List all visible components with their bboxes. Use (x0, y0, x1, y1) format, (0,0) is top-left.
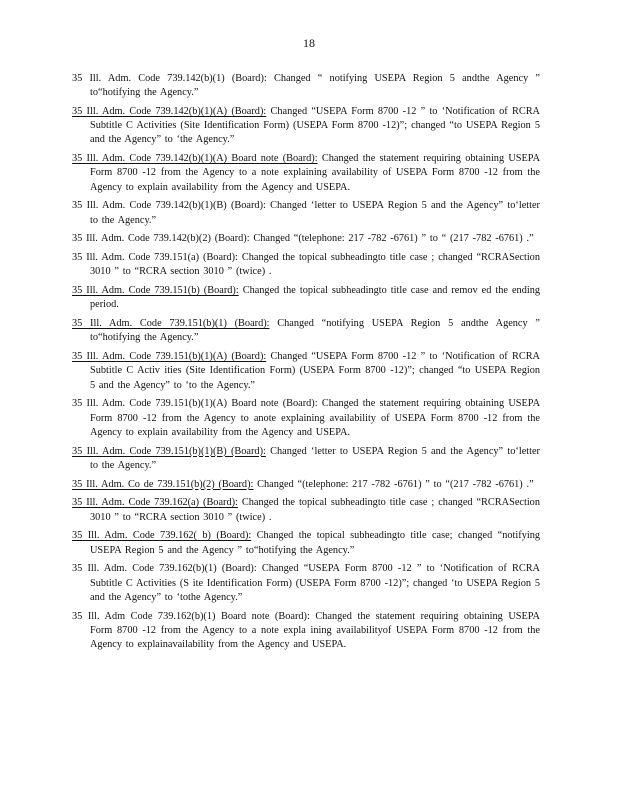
amendment-entry (72, 317, 540, 345)
code-citation: 35 Ill. Adm. Co de 739.151(b)(2) (Board): (72, 478, 254, 490)
change-description: Changed “(telephone: 217 -782 -6761) ” to “(217 -782 -6761) .” (253, 478, 534, 490)
code-citation: 35 Ill. Adm. Code 739.142(b)(1)(A) (Board): (72, 106, 267, 117)
change-description: Changed “notifying USEPA Region 5 andthe Agency ” to“hotifying the Agency.” (90, 318, 540, 344)
code-citation: 35 Ill. Adm. Code 739.151(b)(1)(A) Board note (Board): (72, 398, 318, 410)
amendment-entry (72, 562, 540, 605)
amendment-entry (72, 445, 540, 473)
change-description: Changed ‘letter to USEPA Region 5 and the Agency” to‘letter to the Agency.” (90, 200, 540, 226)
amendment-entry (72, 496, 540, 524)
code-citation: 35 Ill. Adm. Code 739.142(b)(2) (Board): (72, 233, 250, 245)
code-citation: 35 Ill. Adm Code 739.162(b)(1) Board note (Board): (72, 610, 310, 622)
change-description: Changed “USEPA Form 8700 -12 ” to ‘Notification of RCRA Subtitle C Activ ities (Site Identification Form) (USEPA Form 8700 -12)”; changed “to USEPA Region 5 and the Agency” to ‘to the Agency.” (90, 351, 540, 391)
change-description: Changed ‘letter to USEPA Region 5 and the Agency” to‘letter to the Agency.” (90, 445, 540, 471)
code-citation: 35 Ill. Adm. Code 739.151(b)(1) (Board): (72, 318, 270, 330)
page-number: 18 (303, 36, 315, 50)
amendment-entry (72, 529, 540, 557)
amendment-entry (72, 105, 540, 148)
amendment-entry (72, 350, 540, 393)
amendment-entry (72, 199, 540, 227)
code-citation: 35 Ill. Adm. Code 739.151(b)(1)(A) (Board): (72, 351, 267, 363)
amendment-entry (72, 232, 540, 246)
code-citation: 35 Ill. Adm. Code 739.151(a) (Board): (72, 252, 238, 264)
amendment-entry (72, 284, 540, 312)
change-description: Changed “ notifying USEPA Region 5 andthe Agency ” to“hotifying the Agency.” (90, 73, 540, 99)
change-description: Changed the statement requiring obtaining USEPA Form 8700 -12 from the Agency to a note expla ining availabilityof USEPA Form 8700 -12 from the Agency to explainavailability from the Agency and USEPA. (90, 610, 540, 651)
change-description: Changed the topical subheadingto title case ; changed “RCRASection 3010 ” to “RCRA section 3010 ” (twice) . (90, 497, 540, 523)
amendment-entry (72, 152, 540, 195)
amendment-list (72, 72, 540, 657)
code-citation: 35 Ill. Adm. Code 739.151(b) (Board): (72, 285, 239, 297)
change-description: Changed “USEPA Form 8700 -12 ” to ‘Notification of RCRA Subtitle C Activities (Site Identification Form) (USEPA Form 8700 -12)”; changed “to USEPA Region 5 and the Agency” to ‘the Agency.” (90, 106, 540, 146)
amendment-entry (72, 397, 540, 440)
change-description: Changed the statement requiring obtaining USEPA Form 8700 -12 from the Agency to anote explaining availability of USEPA Form 8700 -12 from the Agency to explain availability from the Agency and USEPA. (90, 398, 541, 438)
change-description: Changed the topical subheadingto title case; changed “notifying USEPA Region 5 and the Agency ” to“hotifying the Agency.” (90, 530, 540, 556)
code-citation: 35 Ill. Adm. Code 739.142(b)(1)(B) (Board): (72, 200, 266, 212)
change-description: Changed “USEPA Form 8700 -12 ” to ‘Notification of RCRA Subtitle C Activities (S ite Identification Form) (USEPA Form 8700 -12)”; changed ‘to USEPA Region 5 and the Agency” to ‘tothe Agency.” (90, 563, 540, 603)
code-citation: 35 Ill. Adm. Code 739.142(b)(1) (Board): (72, 73, 267, 84)
amendment-entry (72, 251, 540, 279)
code-citation: 35 Ill. Adm. Code 739.151(b)(1)(B) (Board): (72, 445, 266, 457)
amendment-entry (72, 72, 540, 100)
amendment-entry (72, 478, 540, 492)
change-description: Changed the statement requiring obtaining USEPA Form 8700 -12 from the Agency to a note explaining availability of USEPA Form 8700 -12 from the Agency to explain availability from the Agency and USEPA. (90, 153, 541, 193)
code-citation: 35 Ill. Adm. Code 739.162(b)(1) (Board): (72, 563, 257, 575)
change-description: Changed “(telephone: 217 -782 -6761) ” to “ (217 -782 -6761) .” (249, 233, 534, 245)
change-description: Changed the topical subheadingto title case and remov ed the ending period. (90, 285, 540, 311)
code-citation: 35 Ill. Adm. Code 739.162(a) (Board): (72, 497, 238, 509)
change-description: Changed the topical subheadingto title case ; changed “RCRASection 3010 ” to “RCRA section 3010 ” (twice) . (90, 252, 540, 278)
code-citation: 35 Ill. Adm. Code 739.162( b) (Board): (72, 530, 252, 542)
code-citation: 35 Ill. Adm. Code 739.142(b)(1)(A) Board note (Board): (72, 153, 318, 165)
amendment-entry (72, 610, 540, 653)
